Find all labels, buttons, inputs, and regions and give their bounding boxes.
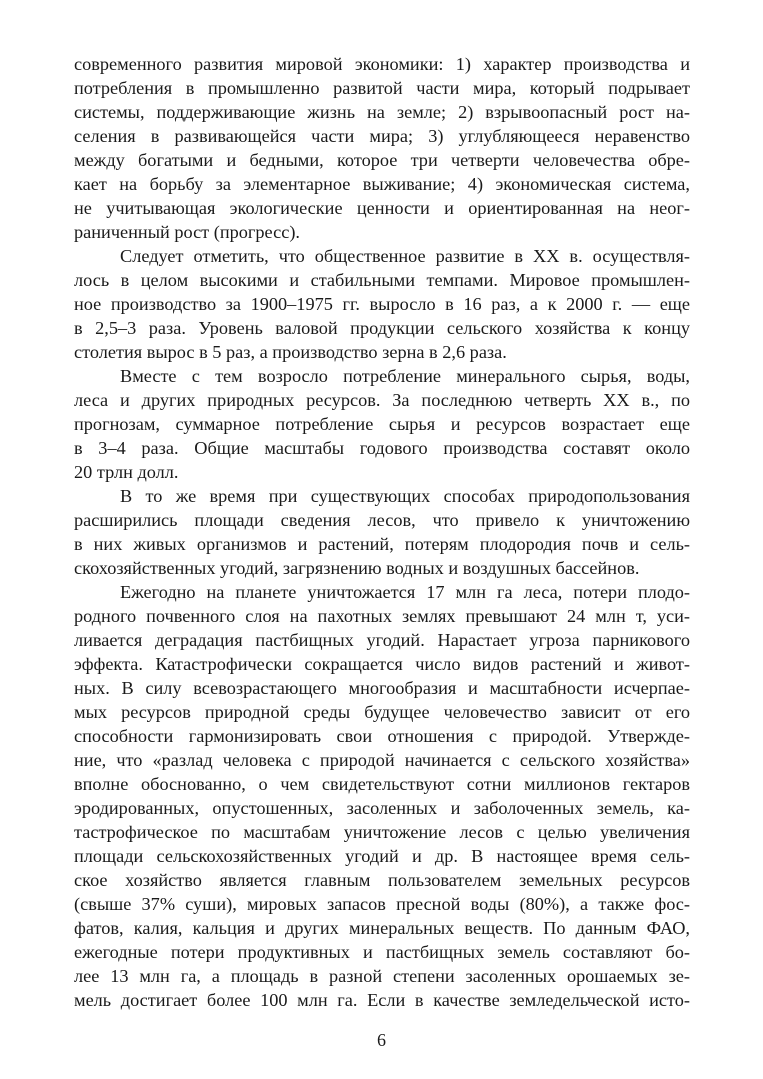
text-line: В то же время при существующих способах природопользования [120, 486, 690, 506]
text-line: ливается деградация пастбищных угодий. Нарастает угроза парникового [74, 630, 690, 650]
body-text [74, 52, 690, 1012]
text-line: фатов, калия, кальция и других минеральных веществ. По данным ФАО, [74, 918, 690, 938]
text-line: в 2,5–3 раза. Уровень валовой продукции сельского хозяйства к концу [74, 318, 690, 338]
text-line: мель достигает более 100 млн га. Если в качестве земледельческой исто- [74, 990, 690, 1010]
text-line: тастрофическое по масштабам уничтожение лесов с целью увеличения [74, 822, 690, 842]
text-line: ние, что «разлад человека с природой начинается с сельского хозяйства» [74, 750, 690, 770]
text-line: 20 трлн долл. [74, 462, 179, 482]
paragraph [74, 580, 690, 1012]
text-line: прогнозам, суммарное потребление сырья и ресурсов возрастает еще [74, 414, 690, 434]
text-line: лось в целом высокими и стабильными темпами. Мировое промышлен- [74, 270, 690, 290]
text-line: Ежегодно на планете уничтожается 17 млн га леса, потери плодо- [120, 582, 690, 602]
text-line: (свыше 37% суши), мировых запасов пресной воды (80%), а также фос- [74, 894, 690, 914]
text-line: не учитывающая экологические ценности и ориентированная на неог- [74, 198, 690, 218]
page-number: 6 [377, 1030, 386, 1050]
text-line: потребления в промышленно развитой части мира, который подрывает [74, 78, 690, 98]
text-line: в 3–4 раза. Общие масштабы годового производства составят около [74, 438, 690, 458]
paragraph [74, 244, 690, 364]
paragraph [74, 484, 690, 580]
text-line: эффекта. Катастрофически сокращается число видов растений и живот- [74, 654, 690, 674]
text-line: кает на борьбу за элементарное выживание; 4) экономическая система, [74, 174, 690, 194]
text-line: столетия вырос в 5 раз, а производство зерна в 2,6 раза. [74, 342, 507, 362]
text-line: леса и других природных ресурсов. За последнюю четверть XX в., по [74, 390, 690, 410]
text-line: ское хозяйство является главным пользователем земельных ресурсов [74, 870, 690, 890]
text-line: мых ресурсов природной среды будущее человечество зависит от его [74, 702, 690, 722]
paragraph [74, 364, 690, 484]
text-line: способности гармонизировать свои отношения с природой. Утвержде- [74, 726, 690, 746]
text-line: площади сельскохозяйственных угодий и др. В настоящее время сель- [74, 846, 690, 866]
text-line: современного развития мировой экономики: 1) характер производства и [74, 54, 690, 74]
text-line: ежегодные потери продуктивных и пастбищных земель составляют бо- [74, 942, 690, 962]
text-line: Вместе с тем возросло потребление минерального сырья, воды, [120, 366, 690, 386]
text-line: лее 13 млн га, а площадь в разной степени засоленных орошаемых зе- [74, 966, 690, 986]
text-line: эродированных, опустошенных, засоленных и заболоченных земель, ка- [74, 798, 690, 818]
text-line: ное производство за 1900–1975 гг. выросло в 16 раз, а к 2000 г. — еще [74, 294, 690, 314]
text-line: в них живых организмов и растений, потерям плодородия почв и сель- [74, 534, 690, 554]
text-line: расширились площади сведения лесов, что привело к уничтожению [74, 510, 690, 530]
text-line: вполне обоснованно, о чем свидетельствуют сотни миллионов гектаров [74, 774, 690, 794]
paragraph [74, 52, 690, 244]
text-line: ных. В силу всевозрастающего многообразия и масштабности исчерпае- [74, 678, 690, 698]
text-line: селения в развивающейся части мира; 3) углубляющееся неравенство [74, 126, 690, 146]
text-line: раниченный рост (прогресс). [74, 222, 300, 242]
text-line: между богатыми и бедными, которое три четверти человечества обре- [74, 150, 690, 170]
text-line: скохозяйственных угодий, загрязнению водных и воздушных бассейнов. [74, 558, 640, 578]
text-line: системы, поддерживающие жизнь на земле; 2) взрывоопасный рост на- [74, 102, 690, 122]
text-line: Следует отметить, что общественное развитие в XX в. осуществля- [120, 246, 690, 266]
text-line: родного почвенного слоя на пахотных землях превышают 24 млн т, уси- [74, 606, 690, 626]
